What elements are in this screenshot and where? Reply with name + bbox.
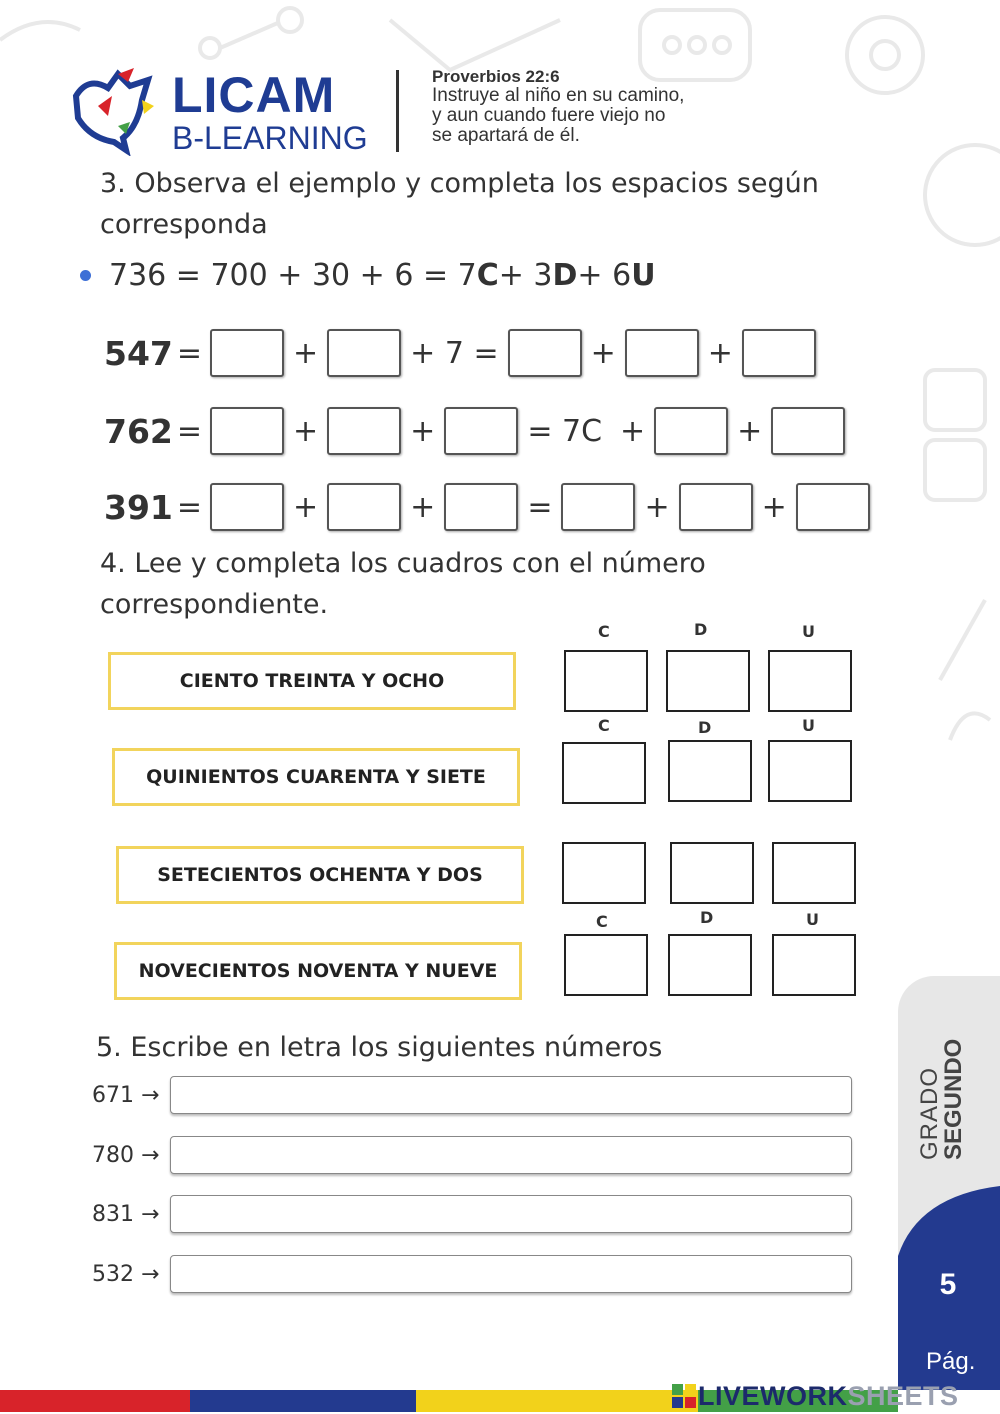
- level-text: SEGUNDO: [940, 1038, 967, 1160]
- tens-label: D: [698, 718, 712, 737]
- write-number-row: [92, 1194, 852, 1234]
- hundreds-box[interactable]: [564, 650, 648, 712]
- section-4-heading: [100, 544, 706, 625]
- answer-box[interactable]: [796, 483, 870, 531]
- grado-text: GRADO: [916, 1066, 943, 1160]
- number-label: 780 →: [92, 1142, 160, 1168]
- footer-stripe-blue: [190, 1390, 416, 1412]
- answer-box[interactable]: [210, 407, 284, 455]
- tens-label: D: [694, 620, 708, 639]
- answer-box[interactable]: [210, 329, 284, 377]
- number-word-item: CIENTO TREINTA Y OCHO: [108, 652, 516, 710]
- logo-title: LICAM: [172, 67, 336, 123]
- liveworksheets-watermark: [698, 1381, 959, 1412]
- plus-sign: +: [620, 413, 646, 449]
- answer-box[interactable]: [561, 483, 635, 531]
- units-box[interactable]: [772, 842, 856, 904]
- decompose-row-762: [104, 404, 845, 458]
- answer-box[interactable]: [654, 407, 728, 455]
- example-d: D: [552, 258, 578, 293]
- tens-box[interactable]: [666, 650, 750, 712]
- plus-seven: + 7 =: [410, 335, 499, 371]
- plus-sign: +: [590, 335, 616, 371]
- answer-line[interactable]: [170, 1195, 852, 1233]
- header-divider: [396, 70, 399, 152]
- page-number: 5: [939, 1268, 957, 1301]
- hundreds-label: C: [598, 622, 610, 641]
- number-label: 671 →: [92, 1082, 160, 1108]
- answer-line[interactable]: [170, 1255, 852, 1293]
- units-box[interactable]: [768, 740, 852, 802]
- equals-sign: =: [176, 335, 203, 371]
- example-u: U: [631, 258, 656, 293]
- tens-box[interactable]: [670, 842, 754, 904]
- example-c: C: [476, 258, 499, 293]
- bible-verse: [432, 68, 792, 146]
- equals-sign: =: [176, 413, 203, 449]
- equals-seven-c: = 7C: [527, 413, 603, 449]
- bullet-icon: [80, 270, 91, 281]
- logo-subtitle: B-LEARNING: [172, 120, 368, 156]
- plus-sign: +: [293, 335, 319, 371]
- equals-sign: =: [527, 489, 553, 525]
- number-word-item: QUINIENTOS CUARENTA Y SIETE: [112, 748, 520, 806]
- number-label: 831 →: [92, 1201, 160, 1227]
- answer-box[interactable]: [327, 407, 401, 455]
- verse-line: y aun cuando fuere viejo no: [432, 104, 666, 126]
- verse-line: se apartará de él.: [432, 124, 580, 146]
- units-label: U: [806, 910, 819, 929]
- example-equation: [80, 258, 656, 293]
- hundreds-box[interactable]: [564, 934, 648, 996]
- units-box[interactable]: [772, 934, 856, 996]
- plus-sign: +: [410, 413, 436, 449]
- decompose-row-547: [104, 326, 816, 380]
- row-number: 762: [104, 411, 173, 451]
- hundreds-box[interactable]: [562, 842, 646, 904]
- dove-map-icon: [68, 66, 163, 156]
- answer-box[interactable]: [742, 329, 816, 377]
- grade-label: [918, 1039, 966, 1160]
- units-label: U: [802, 622, 815, 641]
- answer-line[interactable]: [170, 1076, 852, 1114]
- answer-box[interactable]: [210, 483, 284, 531]
- section-3-heading: [100, 164, 819, 245]
- footer-stripe-red: [0, 1390, 190, 1412]
- answer-box[interactable]: [508, 329, 582, 377]
- answer-box[interactable]: [679, 483, 753, 531]
- footer-stripe-yellow: [416, 1390, 698, 1412]
- units-box[interactable]: [768, 650, 852, 712]
- liveworksheets-logo-icon: [672, 1384, 696, 1408]
- answer-box[interactable]: [444, 483, 518, 531]
- tens-label: D: [700, 908, 714, 927]
- number-label: 532 →: [92, 1261, 160, 1287]
- verse-reference: Proverbios 22:6: [432, 67, 560, 86]
- tens-box[interactable]: [668, 740, 752, 802]
- answer-box[interactable]: [444, 407, 518, 455]
- plus-sign: +: [707, 335, 733, 371]
- write-number-row: [92, 1254, 852, 1294]
- plus-sign: +: [293, 489, 319, 525]
- example-lead: 736 = 700 + 30 + 6 = 7: [109, 258, 477, 293]
- answer-line[interactable]: [170, 1136, 852, 1174]
- section-5-heading: 5. Escribe en letra los siguientes números: [96, 1032, 663, 1063]
- heading-line: 4. Lee y completa los cuadros con el número: [100, 548, 706, 579]
- example-mid2: + 6: [577, 258, 632, 293]
- hundreds-label: C: [596, 912, 608, 931]
- heading-line: correspondiente.: [100, 588, 329, 620]
- hundreds-label: C: [598, 716, 610, 735]
- plus-sign: +: [293, 413, 319, 449]
- answer-box[interactable]: [625, 329, 699, 377]
- page-label: Pág.: [926, 1348, 976, 1375]
- example-mid1: + 3: [498, 258, 553, 293]
- heading-line: 3. Observa el ejemplo y completa los espacios según: [100, 168, 819, 199]
- watermark-dark: LIVEWORK: [698, 1381, 848, 1411]
- equals-sign: =: [176, 489, 203, 525]
- hundreds-box[interactable]: [562, 742, 646, 804]
- write-number-row: [92, 1075, 852, 1115]
- plus-sign: +: [761, 489, 787, 525]
- watermark-light: SHEETS: [847, 1381, 959, 1411]
- plus-sign: +: [737, 413, 763, 449]
- number-word-item: SETECIENTOS OCHENTA Y DOS: [116, 846, 524, 904]
- heading-line: corresponda: [100, 208, 268, 240]
- write-number-row: [92, 1135, 852, 1175]
- answer-box[interactable]: [771, 407, 845, 455]
- licam-logo: [68, 66, 368, 161]
- units-label: U: [802, 716, 815, 735]
- decompose-row-391: [104, 480, 870, 534]
- tens-box[interactable]: [668, 934, 752, 996]
- answer-box[interactable]: [327, 329, 401, 377]
- plus-sign: +: [410, 489, 436, 525]
- plus-sign: +: [644, 489, 670, 525]
- answer-box[interactable]: [327, 483, 401, 531]
- row-number: 547: [104, 333, 173, 373]
- number-word-item: NOVECIENTOS NOVENTA Y NUEVE: [114, 942, 522, 1000]
- verse-line: Instruye al niño en su camino,: [432, 84, 685, 106]
- row-number: 391: [104, 487, 173, 527]
